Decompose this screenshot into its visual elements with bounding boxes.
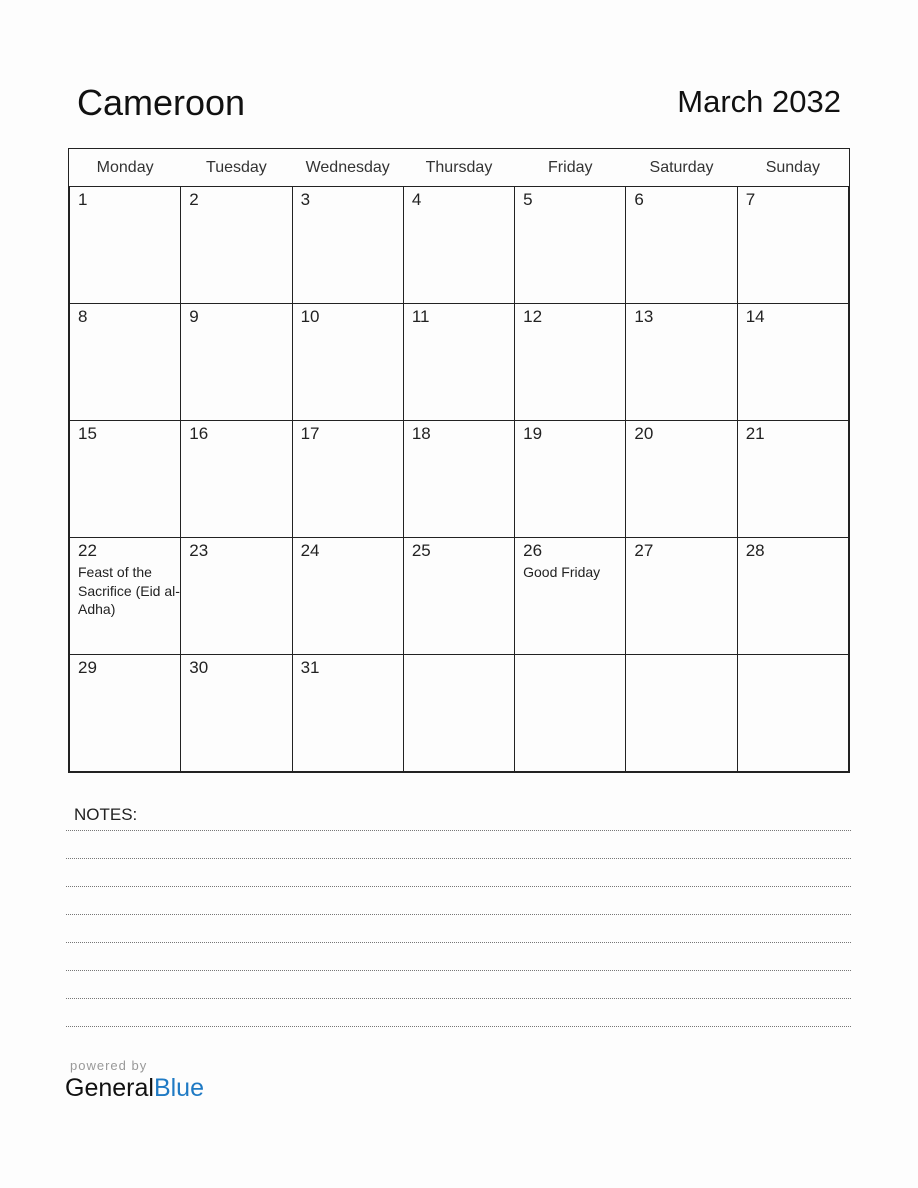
day-number: 16 <box>189 424 209 443</box>
week-row <box>70 304 849 421</box>
day-cell[interactable] <box>737 304 848 421</box>
day-cell[interactable] <box>737 187 848 304</box>
week-row <box>70 187 849 304</box>
day-number: 13 <box>634 307 654 326</box>
week-row <box>70 655 849 772</box>
notes-line <box>66 830 851 831</box>
day-cell[interactable] <box>292 421 403 538</box>
day-number: 23 <box>189 541 209 560</box>
day-cell[interactable] <box>292 304 403 421</box>
week-row <box>70 538 849 655</box>
day-number: 5 <box>523 190 533 209</box>
day-number: 27 <box>634 541 654 560</box>
day-number: 8 <box>78 307 88 326</box>
weekday-header: Monday <box>70 149 181 187</box>
day-cell[interactable] <box>403 655 514 772</box>
day-cell[interactable] <box>737 538 848 655</box>
powered-by-text: powered by <box>70 1058 148 1073</box>
day-number: 29 <box>78 658 97 677</box>
day-cell[interactable] <box>737 655 848 772</box>
logo-general: General <box>65 1074 154 1102</box>
day-cell[interactable] <box>181 187 292 304</box>
holiday-label: Good Friday <box>523 564 601 580</box>
day-number: 15 <box>78 424 97 443</box>
country-title: Cameroon <box>77 82 246 123</box>
notes-line <box>66 998 851 999</box>
day-cell[interactable] <box>292 187 403 304</box>
day-number: 24 <box>300 541 320 560</box>
weekday-header: Tuesday <box>181 149 292 187</box>
day-cell[interactable] <box>181 421 292 538</box>
day-cell[interactable] <box>515 187 626 304</box>
day-number: 6 <box>634 190 644 209</box>
month-title: March 2032 <box>677 84 841 119</box>
notes-label: NOTES: <box>74 805 138 824</box>
day-number: 21 <box>745 424 765 443</box>
day-number: 17 <box>300 424 320 443</box>
notes-line <box>66 914 851 915</box>
day-number: 30 <box>189 658 209 677</box>
day-cell[interactable] <box>515 538 626 655</box>
day-cell[interactable] <box>515 304 626 421</box>
generalblue-logo[interactable] <box>65 1074 204 1103</box>
day-cell[interactable] <box>181 538 292 655</box>
day-cell[interactable] <box>403 187 514 304</box>
day-cell[interactable] <box>515 655 626 772</box>
notes-line <box>66 886 851 887</box>
day-cell[interactable] <box>181 655 292 772</box>
day-cell[interactable] <box>292 655 403 772</box>
day-cell[interactable] <box>70 538 181 655</box>
day-cell[interactable] <box>737 421 848 538</box>
notes-line <box>66 858 851 859</box>
day-number: 12 <box>523 307 543 326</box>
day-number: 1 <box>78 190 88 209</box>
day-cell[interactable] <box>70 655 181 772</box>
day-number: 31 <box>300 658 320 677</box>
weekday-header: Wednesday <box>292 149 403 187</box>
day-number: 4 <box>411 190 422 209</box>
day-number: 10 <box>300 307 320 326</box>
day-cell[interactable] <box>515 421 626 538</box>
day-cell[interactable] <box>70 421 181 538</box>
day-cell[interactable] <box>626 538 737 655</box>
day-number: 11 <box>411 307 430 326</box>
day-cell[interactable] <box>403 538 514 655</box>
day-cell[interactable] <box>403 304 514 421</box>
day-number: 9 <box>189 307 199 326</box>
day-number: 18 <box>411 424 431 443</box>
day-number: 25 <box>411 541 431 560</box>
holiday-label: Feast of the Sacrifice (Eid al-Adha) <box>78 564 180 617</box>
weekday-header: Sunday <box>737 149 848 187</box>
day-number: 28 <box>745 541 765 560</box>
day-cell[interactable] <box>70 304 181 421</box>
day-number: 2 <box>189 190 199 209</box>
day-number: 7 <box>745 190 756 209</box>
calendar-grid <box>68 148 850 773</box>
day-number: 14 <box>745 307 765 326</box>
week-row <box>70 421 849 538</box>
day-cell[interactable] <box>626 655 737 772</box>
day-number: 19 <box>523 424 543 443</box>
day-cell[interactable] <box>626 304 737 421</box>
day-cell[interactable] <box>626 187 737 304</box>
weekday-header: Saturday <box>626 149 737 187</box>
day-number: 26 <box>523 541 543 560</box>
notes-line <box>66 942 851 943</box>
day-number: 3 <box>300 190 311 209</box>
notes-line <box>66 1026 851 1027</box>
day-cell[interactable] <box>403 421 514 538</box>
day-cell[interactable] <box>292 538 403 655</box>
logo-blue: Blue <box>153 1074 204 1102</box>
day-number: 22 <box>78 541 97 560</box>
day-cell[interactable] <box>181 304 292 421</box>
day-cell[interactable] <box>70 187 181 304</box>
day-number: 20 <box>634 424 654 443</box>
notes-line <box>66 970 851 971</box>
weekday-header: Thursday <box>403 149 514 187</box>
day-cell[interactable] <box>626 421 737 538</box>
weekday-header: Friday <box>515 149 626 187</box>
